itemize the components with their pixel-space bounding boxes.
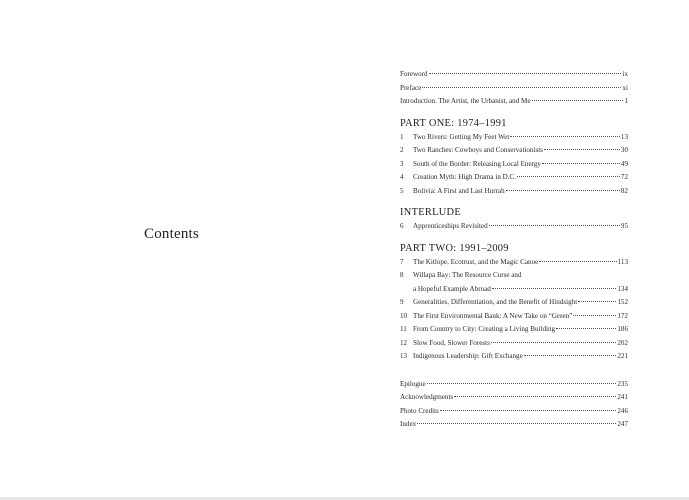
toc-entry-chapter-13[interactable]: [400, 350, 628, 364]
entry-title: Epilogue: [400, 379, 426, 388]
section-title-part-two: PART TWO: 1991–2009: [400, 242, 509, 254]
entry-page: xi: [622, 83, 628, 92]
chapter-number: 11: [400, 325, 407, 333]
dot-leader: [544, 142, 620, 150]
dot-leader: [506, 183, 620, 191]
entry-page: 95: [620, 222, 628, 230]
entry-page: 113: [617, 257, 628, 266]
dot-leader: [492, 281, 617, 289]
entry-title: Apprenticeships Revisited: [413, 222, 488, 230]
entry-title: Two Ranches: Cowboys and Conservationists: [413, 146, 543, 154]
entry-title: Introduction. The Artist, the Urbanist, and Me: [400, 97, 531, 105]
chapter-number: 9: [400, 298, 404, 306]
chapter-number: 1: [400, 132, 404, 141]
entry-page: 172: [617, 311, 628, 320]
chapter-number: 7: [400, 257, 404, 266]
entry-page: 49: [620, 159, 628, 168]
entry-page: 202: [617, 338, 628, 347]
chapter-number: 4: [400, 173, 404, 181]
dot-leader: [556, 321, 616, 329]
dot-leader: [517, 169, 620, 177]
entry-page: 246: [617, 406, 628, 415]
chapter-number: 6: [400, 222, 404, 230]
entry-title: Creation Myth: High Drama in D.C.: [413, 173, 517, 181]
dot-leader: [573, 308, 616, 316]
entry-title: Slow Food, Slower Forests: [413, 338, 490, 347]
dot-leader: [422, 80, 621, 88]
chapter-number: 3: [400, 159, 404, 168]
entry-title-continued: a Hopeful Example Abroad: [413, 284, 491, 293]
entry-page: 134: [617, 284, 628, 293]
table-of-contents: [400, 68, 628, 432]
entry-page: 186: [617, 325, 628, 333]
toc-entry-chapter-7[interactable]: [400, 256, 628, 270]
chapter-number: 2: [400, 146, 404, 154]
entry-title: Foreword: [400, 70, 428, 78]
chapter-number: 5: [400, 186, 404, 195]
chapter-number: 12: [400, 338, 408, 347]
dot-leader: [491, 335, 617, 343]
chapter-number: 13: [400, 352, 408, 360]
entry-title: Photo Credits: [400, 406, 439, 415]
entry-page: 30: [620, 146, 628, 154]
entry-title: Bolivia: A First and Last Hurrah: [413, 186, 505, 195]
dot-leader: [489, 218, 620, 226]
entry-page: 235: [617, 379, 628, 388]
dot-leader: [440, 403, 617, 411]
entry-page: 221: [617, 352, 628, 360]
contents-heading: Contents: [144, 226, 199, 242]
entry-title: The Kitlope, Ecotrust, and the Magic Canoe: [413, 257, 539, 266]
dot-leader: [454, 389, 616, 397]
dot-leader: [510, 129, 620, 137]
entry-page: 1: [624, 97, 628, 105]
section-title-interlude: INTERLUDE: [400, 207, 461, 218]
entry-page: 72: [620, 173, 628, 181]
dot-leader: [417, 416, 616, 424]
entry-title: Two Rivers: Getting My Feet Wet: [413, 132, 510, 141]
entry-title: Index: [400, 420, 417, 428]
dot-leader: [542, 156, 620, 164]
dot-leader: [429, 66, 622, 74]
entry-page: 247: [617, 420, 628, 428]
dot-leader: [532, 93, 624, 101]
entry-page: 241: [617, 393, 628, 401]
dot-leader: [524, 348, 617, 356]
entry-page: ix: [622, 70, 628, 78]
toc-entry-introduction[interactable]: [400, 95, 628, 109]
dot-leader: [578, 294, 616, 302]
entry-page: 152: [617, 298, 628, 306]
toc-entry-chapter-6[interactable]: [400, 220, 628, 234]
chapter-number: 10: [400, 311, 408, 320]
entry-title: Willapa Bay: The Resource Curse and: [413, 271, 522, 279]
toc-entry-index[interactable]: [400, 418, 628, 432]
entry-page: 13: [620, 132, 628, 141]
entry-title: Generalities, Differentiation, and the Benefit of Hindsight: [413, 298, 578, 306]
toc-entry-chapter-5[interactable]: [400, 185, 628, 199]
entry-title: South of the Border: Releasing Local Energy: [413, 159, 541, 168]
entry-page: 82: [620, 186, 628, 195]
chapter-number: 8: [400, 271, 404, 279]
entry-title: From Country to City: Creating a Living Building: [413, 325, 556, 333]
entry-title: Preface: [400, 83, 422, 92]
dot-leader: [539, 254, 616, 262]
entry-title: Acknowledgments: [400, 393, 454, 401]
section-title-part-one: PART ONE: 1974–1991: [400, 117, 507, 129]
entry-title: The First Environmental Bank: A New Take on “Green”: [413, 311, 573, 320]
entry-title: Indigenous Leadership: Gift Exchange: [413, 352, 523, 360]
dot-leader: [427, 376, 617, 384]
